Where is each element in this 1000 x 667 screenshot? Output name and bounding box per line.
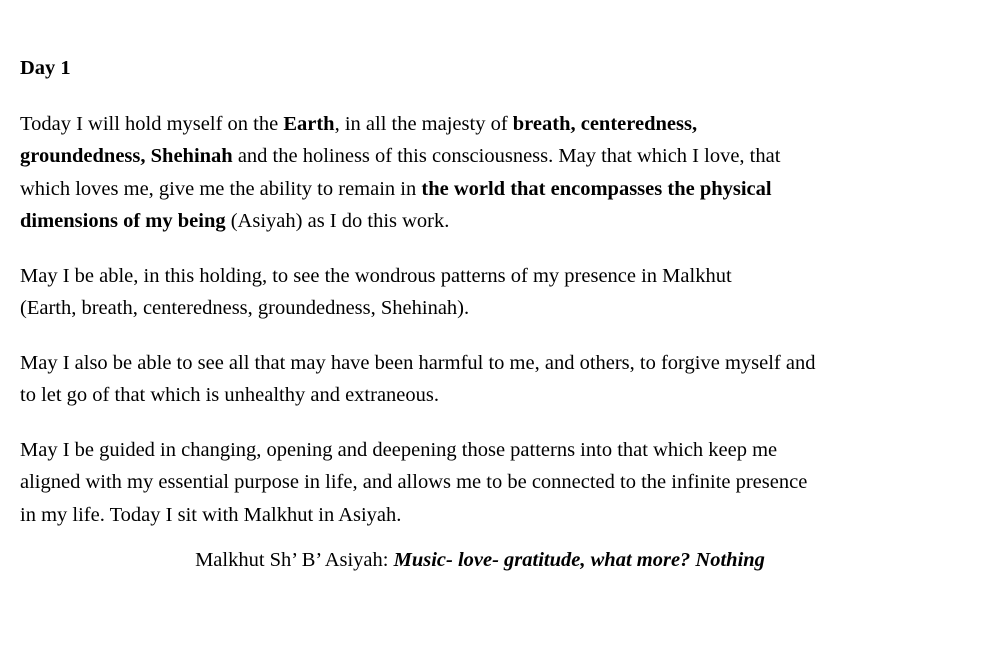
paragraph-line: (Earth, breath, centeredness, groundedness, Shehinah). xyxy=(20,297,470,319)
caption-text: Malkhut Sh’ B’ Asiyah: xyxy=(195,549,394,571)
paragraph-guidance xyxy=(20,434,970,532)
day-heading: Day 1 xyxy=(20,57,71,79)
closing-caption xyxy=(0,544,960,577)
paragraph-line: May I be able, in this holding, to see the wondrous patterns of my presence in Malkhut xyxy=(20,264,732,287)
text-run: , in all the majesty of xyxy=(334,112,513,135)
paragraph-line xyxy=(20,173,970,206)
text-run: (Asiyah) as I do this work. xyxy=(225,210,450,232)
paragraph-line: May I also be able to see all that may have been harmful to me, and others, to forgive myself and xyxy=(20,351,816,374)
paragraph-line xyxy=(20,140,970,173)
document-page xyxy=(20,52,970,577)
text-run: and the holiness of this consciousness. May that which I love, that xyxy=(232,145,781,167)
paragraph-line xyxy=(20,205,970,238)
paragraph-line: May I be guided in changing, opening and deepening those patterns into that which keep me xyxy=(20,438,778,461)
bold-run: breath, centeredness, xyxy=(512,112,698,135)
paragraph-line: aligned with my essential purpose in life, and allows me to be connected to the infinite presence xyxy=(20,471,808,493)
bold-run: Earth xyxy=(283,112,335,135)
caption-emphasis: Music- love- gratitude, what more? Nothing xyxy=(393,549,765,571)
paragraph-line: in my life. Today I sit with Malkhut in Asiyah. xyxy=(20,503,402,526)
bold-run: groundedness, Shehinah xyxy=(20,145,233,167)
paragraph-line xyxy=(20,108,970,141)
text-run: Today I will hold myself on the xyxy=(20,112,284,135)
paragraph-patterns xyxy=(20,260,970,325)
paragraph-line: to let go of that which is unhealthy and extraneous. xyxy=(20,384,440,406)
bold-run: dimensions of my being xyxy=(20,210,226,232)
paragraph-forgiveness xyxy=(20,347,970,412)
paragraph-intention xyxy=(20,108,970,238)
text-run: which loves me, give me the ability to remain in xyxy=(20,177,422,200)
bold-run: the world that encompasses the physical xyxy=(421,177,772,200)
